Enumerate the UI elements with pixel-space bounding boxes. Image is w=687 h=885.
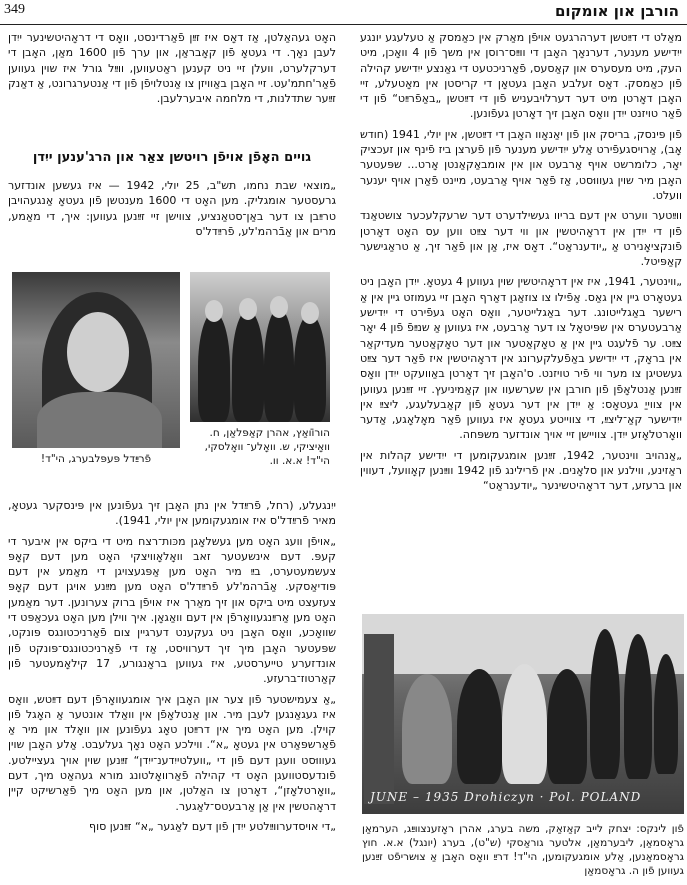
page-header [0,0,687,25]
paragraph: האָט געהאַלטן, אַז דאָס איז זײַן פֿאַרדינסט, וואָס די דראָהיטשינער ייִדן לעבן נאָך. די געטאָ פֿון קאָבראַן, און ערך פֿון 1600 מאַן, האָבן די דערקלערט, וועלן זיי ניט קענען ראַטעווען, ווײַל גורל איז שוין געווען פֿאַר'חתמ'עט. זיי האָבן באַוויזן צו אַנטלויפֿן פֿון די אַנטערגרונט, אַ דאַנק זײַער שתדלנות, די מלחמה איבערלעבן. [8,31,336,106]
person-face [239,298,257,320]
running-head: הורבן און אומקום [554,2,679,20]
person-figure [232,310,264,422]
person-face [270,296,288,318]
doorframe-shape [364,634,394,804]
person-figure [198,312,230,422]
face-shape [67,312,129,392]
dress-shape [37,392,162,448]
page-number: 349 [4,2,25,17]
person-figure [624,634,652,779]
paragraph: פֿון פּינסק, בריסק און פֿון יאַנאָוו האָבן די דײַטשן, אין יולי, 1941 (חודש אָב), אַרויסגעפֿירט אַלע ייִדישע מענער פֿון פֿערצן ביז פֿינף און זעכציק יאָר, כלומרשט אויף אַרבעט און אין אומבאַקאַנטן אָרט... שפּעטער האָבן מיר שוין געוווּסט, אַז פֿאַר אויף אַרבעט, מיינט פֿאַרן אויף יענער וועלט. [360,127,682,202]
paragraph: „די אויסדערווײַלטע ייִדן פֿון דעם לאַגער „א“ זײַנען סוף [89,819,336,833]
person-face [301,302,319,324]
left-column-middle [8,178,336,268]
paragraph: „מוצאי שבת נחמו, תש"ב, 25 יולי, 1942 — איז געשען אונדזער גרעסטער אומגליק. מען האָט די 1600 מענטשן פֿון געטאָ אַנגעהויבן טרײַבן צו דער באַן־סטאַנציע, צווישן זיי זײַנען געווען: איך, די מאַמע, מרים און אַבֿרהמ'לע, פֿרײַדל'ס [8,179,336,238]
left-column-bottom [8,498,336,883]
left-column-top [8,30,336,142]
person-figure [547,669,587,784]
paragraph: „אַנהויב ווינטער, 1942, זײַנען אומגעקומען די ייִדישע קהלות אין ראַזינע, ווילנע און סלאָנים. אין פֿרילינג פֿון 1942 ווײַנען קאָוועל, דעווין און ברעזע, דער דראָהיטשינער „יודענראַט“ [360,448,682,493]
paragraph: ייִנגעלע, (רחל, פֿרײַדל אין נתן האָבן זיך געפֿונען אין פּינסקער געטאָ, מאיר פֿרײַדל'ס איז אומגעקומען אין יולי, 1941). [8,499,336,528]
paragraph: „ווינטער, 1941, איז אין דראָהיטשין שוין געווען 4 געטאָ. ייִדן האָבן ניט געטאָרט גיין אין גאַס. אַפֿילו צו צוזאַגן דאַרף האָבן זיי געמוזט גיין אין אַ רישער באַגלייטונג. דער באַגלייטער, וואָס האָט געפֿירט די ייִדישע אַרבעטערס אין שפּיטאָל צו דער אַרבעט, איז געווען אַ שנײַפֿ פֿון 4 יאָר צײַט. ער פֿלעגט גיין אין אַ טאָקאַטער און דער טאָקאַטער מעדיקאַר אין בראָק, די ייִדישע באַפֿעלקערונג אין דראָהיטשין איז פֿאַר דער צײַט געשטיגן צו מער ווי פֿיר טויזנט. ס'האָבן זיך דאָרטן באַוועקט ייִדן וואָס זײַנען אַנטלאָפֿן פֿון חורבן אין שערשעוו און קאַמיניעץ. זיי זײַנען געווען אין צווייַ געטאָס: אַ ייִדן אין דער געטאָ פֿון קאַבעלעגע, ליצײַ אין ייִדישער קאַ־ליצײַ, די צווייטע געטאָ איז געווען פֿאַר מאָלאָגע, אַדער וואָרטלאָזע ייִדן. צוויישן זיי אויך אונדזער משפּחה. [360,275,682,442]
right-column [360,30,682,620]
section-heading: גויים האָפֿן אויפֿן רויטשן צאַר און הרג'ענען ייִדן [32,150,312,165]
person-figure [264,308,294,422]
outdoor-photo-caption: פֿון לינקס: יצחק לייב קאַזאַק, משה בערג, אהרן ראָזענצווײַג, הערמאַן גראָסמאַן, ליבערמאַן, אלטער גוראַסקי (ש"ט), בערג (יונגל) א.א. חוץ גראָסמאַנען, אַלע אומגעקומען, הי"ד! דרײַ וואָס האָבן אַ צוּשריפֿט זײַנען געווען פֿון ה. גראָסמאַן [362,823,684,877]
person-figure [294,314,326,422]
person-face [205,300,223,322]
photo-inscription: JUNE – 1935 Drohiczyn · Pol. POLAND [370,790,642,804]
paragraph: „אַ צעמישטער פֿון צער און האָבן איך אומגעוואָרפֿן דעם דײַטש, וואָס איז געגאַנגען לעבן מיר. און אַנטלאָפֿן אין וואַלד אונטער אַ האָגל פֿון קוילן. מען האָט מיך אין דרײַטן טאָג געפֿונען און וואָלד און מיר אַ פֿאַרשפּאַרט אין געטאָ „א“. ווילכע האָט נאָך געלעבט. אַלע האָבן שוין געוווּסט וועגן דעם פֿון די „וועלטייִדענ־ייִדן“ זײַנען שוין אויך געציילטע. פֿונדעסטוועגן האָט די קהילה פֿאַרוואָלטונג מורא געהאַט מיך, דעם „וואָרטלאָזן“, דאָרטן צו האַלטן, און מען האָט מיך פֿאַרשיקט קיין דראָהטשין אין אַן אַרבעטס־לאַגער. [8,692,336,813]
person-figure [590,629,620,779]
paragraph: ווײַטער ווערט אין דעם בריוו געשילדערט דער שרעקלעכער צושטאַנד פֿון די ייִדן אין דראָהיטשין און ווי דער צײַט ווען עס האָט דאָרטן פֿונקציאָנירט אַ „יודענראַט“. דאָס איז, אַן און פֿאַר זיך, אַ טראַגישער קאַפּיטל. [360,209,682,269]
outdoor-group-photo [362,614,684,814]
person-figure [402,674,452,784]
group-photo [190,272,330,422]
paragraph: „אויפֿן וועג האָט מען געשלאָגן מכּות־רצח מיט די ביקס אין איבער די קעפּ. דעם אינשעטער זאב וואָלאָוויצקי האָט מען דעם קאָפּ צעשמעטערט, בײַ מיר האָט מען אַפּגעצויגן די מאַמע אין דעם פּודיאַסקע. אַבֿרהמ'לע פֿרײַדל'ס האָט מען מײַנע אויגן דעם קאָפּ צעזעצט מיט ביקס און זיך מאַרך איז אויפֿן ברוק צערונען. דער מאַמען האָט מען אַרײַנגעוואָרפֿן אין דעם וואַגאָן. איך ווילן מען האָט געכאַפּט די שוואָכע, וואָס האָבן ניט געקענט דערגיין צום פֿאַרניכטונגס פּונקט, שפּעטער האָבן מיך זיך דערוויסט, אַז די פֿאַרניכטונגס־פּונקט פֿון אונדזערע טייערסטע, איז געווען בראָנגורע, 17 קילאָמעטער פֿון קאַרטוז־ברעזע. [8,534,336,686]
paragraph: מאַלט די דײַטשן דערהרגעט אויפֿן מאַרק אין כאַמסק אַ טעלעגע יונגע ייִדישע מענער, דערנאָך האָבן די ווײַס־רוסן אין משך פֿון 4 וואָכן, מיט העק, מיט מעסערס און קאַסעס, פֿאַרניכטעט די גאַנצע ייִדישע קהילה פֿון כאַמסק. דאָס זעלבע האָבן געטאָן די קריסטן אין מאָטעלע, זיי האָבן דאָרטן מיט דער דערלויבעניש פֿון די דײַטשן „באַפֿרײַט“ פֿון די פֿאַר טויזנט ייִדן וואָס האָבן זיך דאָרטן געפֿונען. [360,31,682,121]
person-figure [457,669,502,784]
portrait-photo [12,272,180,448]
person-figure [502,664,547,784]
group-photo-caption: הורווֿאַץ, אהרן קאַפּלאַן, ח. וואָיציקי, ש. וואָלע־ וואָלסקי, הי"ד! א.א. וו. [204,427,330,467]
portrait-caption: פֿרײַדל פּעפּלבערג, הי"ד! [40,453,152,465]
person-figure [654,654,678,774]
